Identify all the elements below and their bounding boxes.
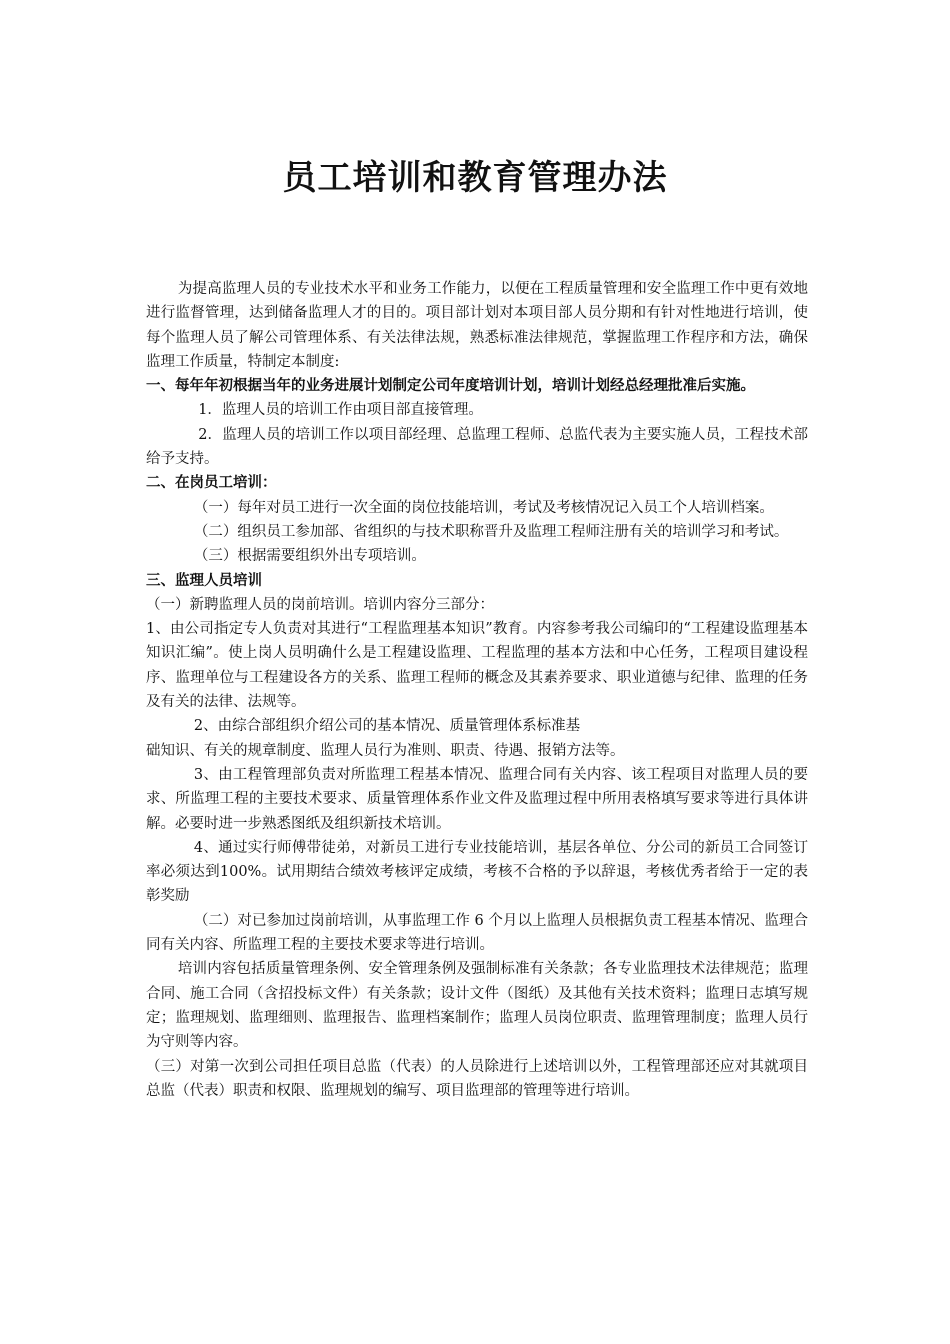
subsection-paragraph: （三）对第一次到公司担任项目总监（代表）的人员除进行上述培训以外，工程管理部还应对其就项目总监（代表）职责和权限、监理规划的编写、项目监理部的管理等进行培训。 — [146, 1058, 808, 1099]
intro-paragraph: 为提高监理人员的专业技术水平和业务工作能力，以便在工程质量管理和安全监理工作中更有效地进行监督管理，达到储备监理人才的目的。项目部计划对本项目部人员分期和有针对性地进行培训，使每个监理人员了解公司管理体系、有关法律法规，熟悉标准法律规范，掌握监理工作程序和方法，确保监理工作质量，特制定本制度: — [146, 281, 808, 370]
list-item: 1、由公司指定专人负责对其进行“工程监理基本知识”教育。内容参考我公司编印的“工程建设监理基本知识汇编”。使上岗人员明确什么是工程建设监理、工程监理的基本方法和中心任务，工程项目建设程序、监理单位与工程建设各方的关系、监理工程师的概念及其素养要求、职业道德与纪律、监理的任务及有关的法律、法规等。 — [146, 621, 808, 711]
list-item: （一）每年对员工进行一次全面的岗位技能培训，考试及考核情况记入员工个人培训档案。 — [193, 499, 774, 516]
subsection-paragraph: （二）对已参加过岗前培训，从事监理工作 6 个月以上监理人员根据负责工程基本情况、监理合同有关内容、所监理工程的主要技术要求等进行培训。 — [146, 912, 808, 954]
section-heading-3: 三、监理人员培训 — [146, 572, 262, 589]
list-item: 2．监理人员的培训工作以项目部经理、总监理工程师、总监代表为主要实施人员，工程技术部给予支持。 — [146, 426, 808, 468]
section-heading-2: 二、在岗员工培训： — [146, 475, 277, 492]
list-item: 1．监理人员的培训工作由项目部直接管理。 — [198, 402, 483, 419]
list-item: 4、通过实行师傅带徒弟，对新员工进行专业技能培训，基层各单位、分公司的新员工合同签订率必须达到100%。试用期结合绩效考核评定成绩，考核不合格的予以辞退，考核优秀者给于一定的表彰奖励 — [146, 839, 808, 905]
list-item: 3、由工程管理部负责对所监理工程基本情况、监理合同有关内容、该工程项目对监理人员的要求、所监理工程的主要技术要求、质量管理体系作业文件及监理过程中所用表格填写要求等进行具体讲解。必要时进一步熟悉图纸及组织新技术培训。 — [146, 766, 808, 832]
document-body — [146, 277, 808, 1103]
subsection-heading: （一）新聘监理人员的岗前培训。培训内容分三部分： — [146, 596, 494, 613]
paragraph-continuation: 础知识、有关的规章制度、监理人员行为准则、职责、待遇、报销方法等。 — [146, 742, 625, 759]
list-item: 2、由综合部组织介绍公司的基本情况、质量管理体系标准基 — [193, 718, 581, 735]
list-item: （三）根据需要组织外出专项培训。 — [193, 548, 426, 565]
document-title: 员工培训和教育管理办法 — [282, 158, 668, 198]
body-paragraph: 培训内容包括质量管理条例、安全管理条例及强制标准有关条款；各专业监理技术法律规范；监理合同、施工合同（含招投标文件）有关条款；设计文件（图纸）及其他有关技术资料；监理日志填写规定；监理规划、监理细则、监理报告、监理档案制作；监理人员岗位职责、监理管理制度；监理人员行为守则等内容。 — [146, 961, 808, 1051]
list-item: （二）组织员工参加部、省组织的与技术职称晋升及监理工程师注册有关的培训学习和考试。 — [193, 523, 789, 540]
section-heading-1: 一、每年年初根据当年的业务进展计划制定公司年度培训计划，培训计划经总经理批准后实施。 — [146, 378, 755, 395]
